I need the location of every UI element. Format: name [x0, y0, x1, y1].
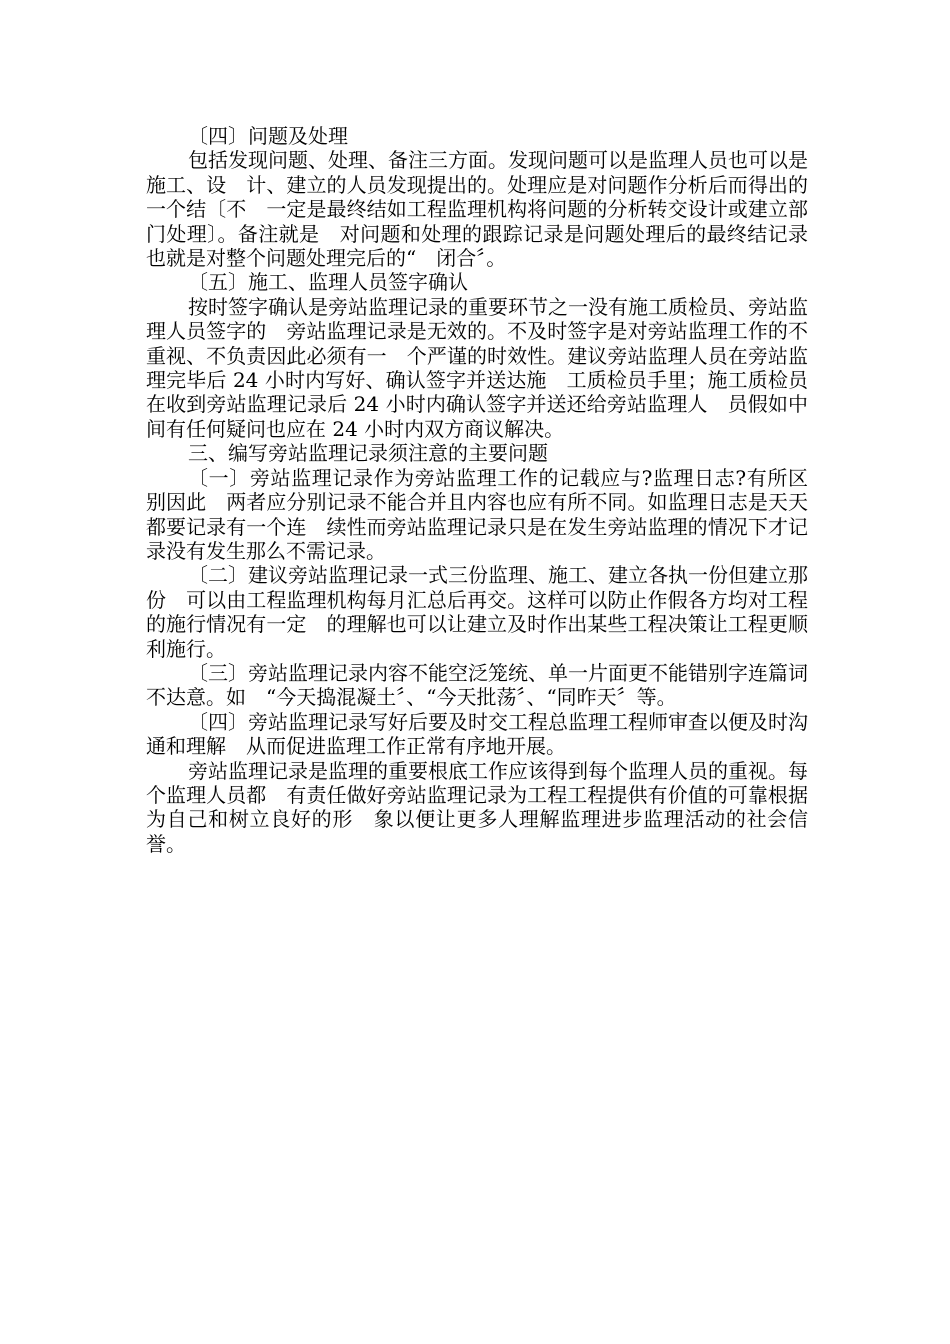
section-heading-main-issues: 三、编写旁站监理记录须注意的主要问题: [188, 441, 548, 466]
section-heading-problems: 〔四〕问题及处理: [188, 124, 348, 148]
section-heading-signature: 〔五〕施工、监理人员签字确认: [188, 270, 468, 295]
paragraph-issue-1: 〔一〕旁站监理记录作为旁站监理工作的记载应与?监理日志?有所区别因此 两者应分别记录不能合并且内容也应有所不同。如监理日志是天天都要记录有一个连 续性而旁站监理记录只是在发生旁站监理的情况下才记录没有发生那么不需记录。: [146, 465, 808, 563]
paragraph-issue-2: 〔二〕建议旁站监理记录一式三份监理、施工、建立各执一份但建立那份 可以由工程监理机构每月汇总后再交。这样可以防止作假各方均对工程的施行情况有一定 的理解也可以让建立及时作出某些工程决策让工程更顺利施行。: [146, 563, 808, 661]
paragraph-conclusion: 旁站监理记录是监理的重要根底工作应该得到每个监理人员的重视。每个监理人员都 有责任做好旁站监理记录为工程工程提供有价值的可靠根据为自己和树立良好的形 象以便让更多人理解监理进步监理活动的社会信誉。: [146, 758, 808, 856]
paragraph-signature: 按时签字确认是旁站监理记录的重要环节之一没有施工质检员、旁站监理人员签字的 旁站监理记录是无效的。不及时签字是对旁站监理工作的不重视、不负责因此必须有一 个严谨的时效性。建议旁站监理人员在旁站监理完毕后 24 小时内写好、确认签字并送达施 工质检员手里；施工质检员在收到旁站监理记录后 24 小时内确认签字并送还给旁站监理人 员假如中间有任何疑问也应在 24 小时内双方商议解决。: [146, 294, 808, 441]
paragraph-problems: 包括发现问题、处理、备注三方面。发现问题可以是监理人员也可以是施工、设 计、建立的人员发现提出的。处理应是对问题作分析后而得出的一个结〔不 一定是最终结如工程监理机构将问题的分析转交设计或建立部门处理〕。备注就是 对问题和处理的跟踪记录是问题处理后的最终结记录也就是对整个问题处理完后的“ 闭合〞。: [146, 148, 808, 271]
paragraph-issue-4: 〔四〕旁站监理记录写好后要及时交工程总监理工程师审查以便及时沟通和理解 从而促进监理工作正常有序地开展。: [146, 709, 808, 759]
paragraph-issue-3: 〔三〕旁站监理记录内容不能空泛笼统、单一片面更不能错别字连篇词不达意。如 “今天捣混凝土〞、“今天批荡〞、“同昨天〞等。: [146, 660, 808, 710]
document-body: [146, 124, 808, 856]
